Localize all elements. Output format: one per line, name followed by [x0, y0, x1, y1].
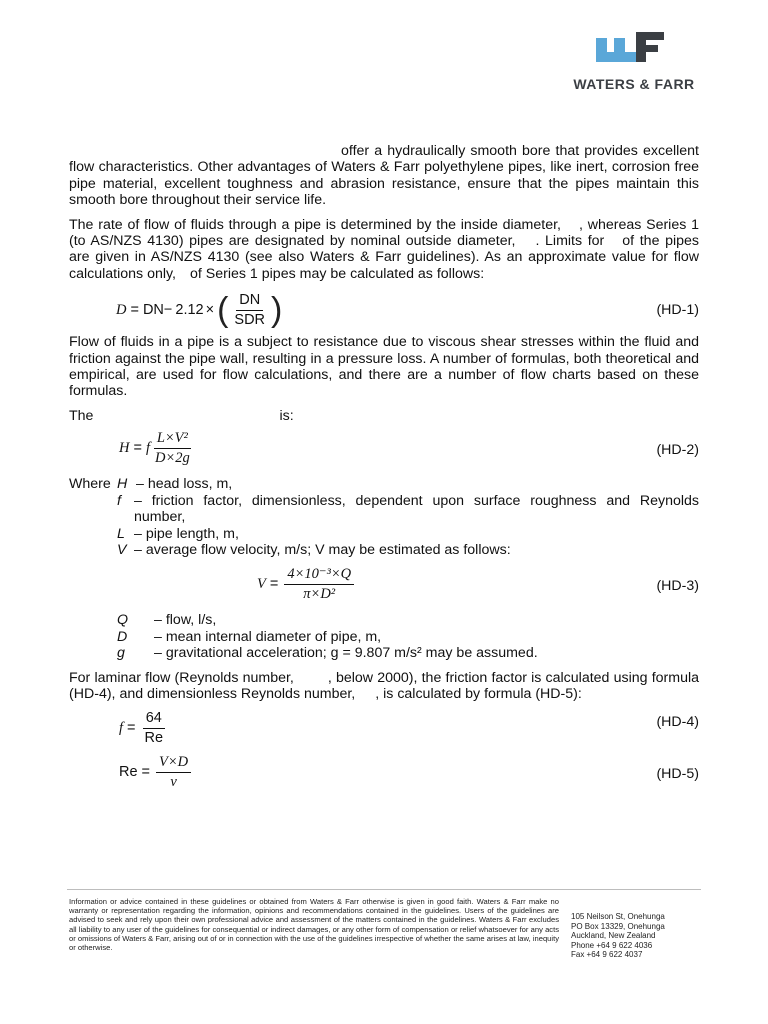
- definition-row: [69, 629, 699, 645]
- eq2-label: (HD-2): [656, 442, 699, 459]
- eq1-label: (HD-1): [656, 302, 699, 319]
- eq1-fraction: [231, 292, 268, 328]
- eq4-numerator: 64: [143, 710, 165, 728]
- eq5-numerator: V×D: [156, 754, 191, 772]
- laminar-text-b: , below 2000), the friction factor is calculated using formula (HD-4), and dimensionless Reynolds number,: [69, 669, 699, 702]
- equation-hd5: [69, 754, 699, 794]
- address-line: Auckland, New Zealand: [571, 931, 656, 941]
- waters-farr-logo: [570, 30, 698, 96]
- def-symbol: f: [117, 492, 121, 509]
- eq3-denominator: π×D²: [303, 585, 336, 602]
- flow-rate-text-c: . Limits for: [535, 233, 605, 250]
- eq3-fraction: [284, 566, 354, 602]
- address-line: PO Box 13329, Onehunga: [571, 921, 665, 931]
- eq3-label: (HD-3): [656, 578, 699, 595]
- eq1-times: ×: [205, 301, 215, 318]
- footer-address: [571, 912, 701, 960]
- def-text: – head loss, m,: [136, 476, 233, 493]
- definitions-hd3: [69, 612, 699, 661]
- eq1-numerator: DN: [236, 292, 263, 310]
- def-symbol: H: [117, 476, 128, 493]
- equation-hd4: [69, 708, 699, 754]
- the-text-b: is:: [279, 407, 294, 424]
- eq3-numerator: 4×10⁻³×Q: [284, 566, 354, 584]
- eq1-denominator: SDR: [234, 311, 266, 328]
- eq2-f: f: [145, 439, 150, 456]
- paragraph-the: [69, 408, 699, 424]
- eq3-lhs: V: [257, 576, 266, 593]
- laminar-text-a: For laminar flow (Reynolds number,: [69, 669, 294, 686]
- eq1-minus: −: [163, 301, 173, 318]
- footer-divider: [67, 889, 701, 890]
- def-symbol: V: [117, 541, 127, 558]
- definition-row: [69, 476, 699, 492]
- paragraph-intro: [69, 143, 699, 209]
- eq2-denominator: D×2g: [154, 449, 190, 466]
- eq1-coef: 2.12: [175, 301, 204, 318]
- the-text-a: The: [69, 407, 94, 424]
- eq4-lhs: f: [119, 720, 124, 737]
- definition-row: [69, 493, 699, 526]
- definition-row: [69, 612, 699, 628]
- address-line: Fax +64 9 622 4037: [571, 950, 643, 960]
- definition-row: [69, 542, 699, 558]
- flow-rate-text-e: of Series 1 pipes may be calculated as follows:: [190, 265, 485, 282]
- eq5-fraction: [156, 754, 191, 790]
- def-text: – average flow velocity, m/s; V may be estimated as follows:: [134, 541, 511, 558]
- def-text: – flow, l/s,: [154, 612, 217, 629]
- eq1-equals: =: [130, 301, 139, 318]
- wf-logo-icon: [596, 30, 672, 72]
- main-content: [69, 143, 699, 794]
- paragraph-resistance: Flow of fluids in a pipe is a subject to resistance due to viscous shear stresses within the fluid and friction against the pipe wall, resulting in a pressure loss. A number of formulas, both theoretical and empirical, are used for flow calculations, and there are a number of flow charts based on these formulas.: [69, 334, 699, 400]
- def-text: – pipe length, m,: [134, 525, 239, 542]
- intro-rest: excellent flow characteristics. Other advantages of Waters & Farr polyethylene pipes, like inert, corrosion free pipe material, excellent toughness and abrasion resistance, ensure that the pipes maintain this smooth bore throughout their service life.: [69, 143, 699, 209]
- eq1-open-paren: (: [217, 291, 229, 330]
- eq1-close-paren: ): [271, 291, 283, 330]
- eq1-dn: DN: [142, 301, 164, 318]
- def-text: – friction factor, dimensionless, dependent upon surface roughness and Reynolds number,: [134, 492, 699, 526]
- eq5-denominator: ν: [170, 773, 177, 790]
- where-label: Where: [69, 476, 111, 493]
- def-text: – gravitational acceleration; g = 9.807 m/s² may be assumed.: [154, 645, 538, 662]
- eq4-label: (HD-4): [656, 714, 699, 731]
- flow-rate-text-b: , whereas Series 1 (to AS/NZS 4130) pipes are designated by nominal outside diameter,: [69, 216, 699, 250]
- definition-row: [69, 526, 699, 542]
- def-text: – mean internal diameter of pipe, m,: [154, 628, 382, 645]
- eq4-fraction: [142, 710, 167, 746]
- eq2-fraction: [152, 430, 193, 466]
- eq5-lhs: Re: [119, 764, 138, 781]
- footer-disclaimer: Information or advice contained in these guidelines or obtained from Waters & Farr otherwise is given in good faith. Waters & Farr make no warranty or representation regarding the information, opinions and recommendations contained in the guidelines. Users of the guidelines are advised to seek and rely upon their own professional advice and assessment of the matters contained in the guidelines. Waters & Farr excludes all liability to any user of the guidelines for consequential or indirect damages, or any other form of compensation or relief whatsoever for any acts or omissions of Waters & Farr, arising out of or in connection with the use of the guidelines irrespective of whether the same arises at law, inequity or otherwise.: [69, 897, 559, 953]
- eq5-label: (HD-5): [656, 766, 699, 783]
- def-symbol: D: [117, 628, 128, 645]
- eq1-lhs: D: [116, 301, 127, 318]
- eq2-equals: =: [133, 439, 142, 456]
- laminar-text-c: , is calculated by formula (HD-5):: [375, 685, 582, 702]
- equation-hd2: [69, 428, 699, 474]
- eq2-lhs: H: [119, 439, 130, 456]
- flow-rate-text-a: The rate of flow of fluids through a pipe is determined by the inside diameter,: [69, 216, 561, 233]
- equation-hd1: [69, 292, 699, 330]
- eq4-denominator: Re: [144, 729, 164, 746]
- def-symbol: Q: [117, 612, 129, 629]
- logo-text: WATERS & FARR: [573, 76, 695, 92]
- paragraph-flow-rate: [69, 217, 699, 283]
- intro-line1: offer a hydraulically smooth bore that provides: [341, 143, 638, 159]
- def-symbol: L: [117, 525, 125, 542]
- definitions-hd2: [69, 476, 699, 558]
- eq5-equals: =: [141, 764, 151, 781]
- def-symbol: g: [117, 645, 125, 662]
- flow-rate-text-d: of the pipes are given in AS/NZS 4130 (see also Waters & Farr guidelines). As an approximate value for flow calculations only,: [69, 233, 699, 282]
- address-line: 105 Neilson St, Onehunga: [571, 912, 665, 921]
- equation-hd3: [69, 564, 699, 610]
- definition-row: [69, 645, 699, 661]
- paragraph-laminar: [69, 670, 699, 703]
- address-line: Phone +64 9 622 4036: [571, 940, 653, 950]
- eq4-equals: =: [127, 720, 136, 737]
- eq2-numerator: L×V²: [154, 430, 191, 448]
- eq3-equals: =: [269, 576, 279, 593]
